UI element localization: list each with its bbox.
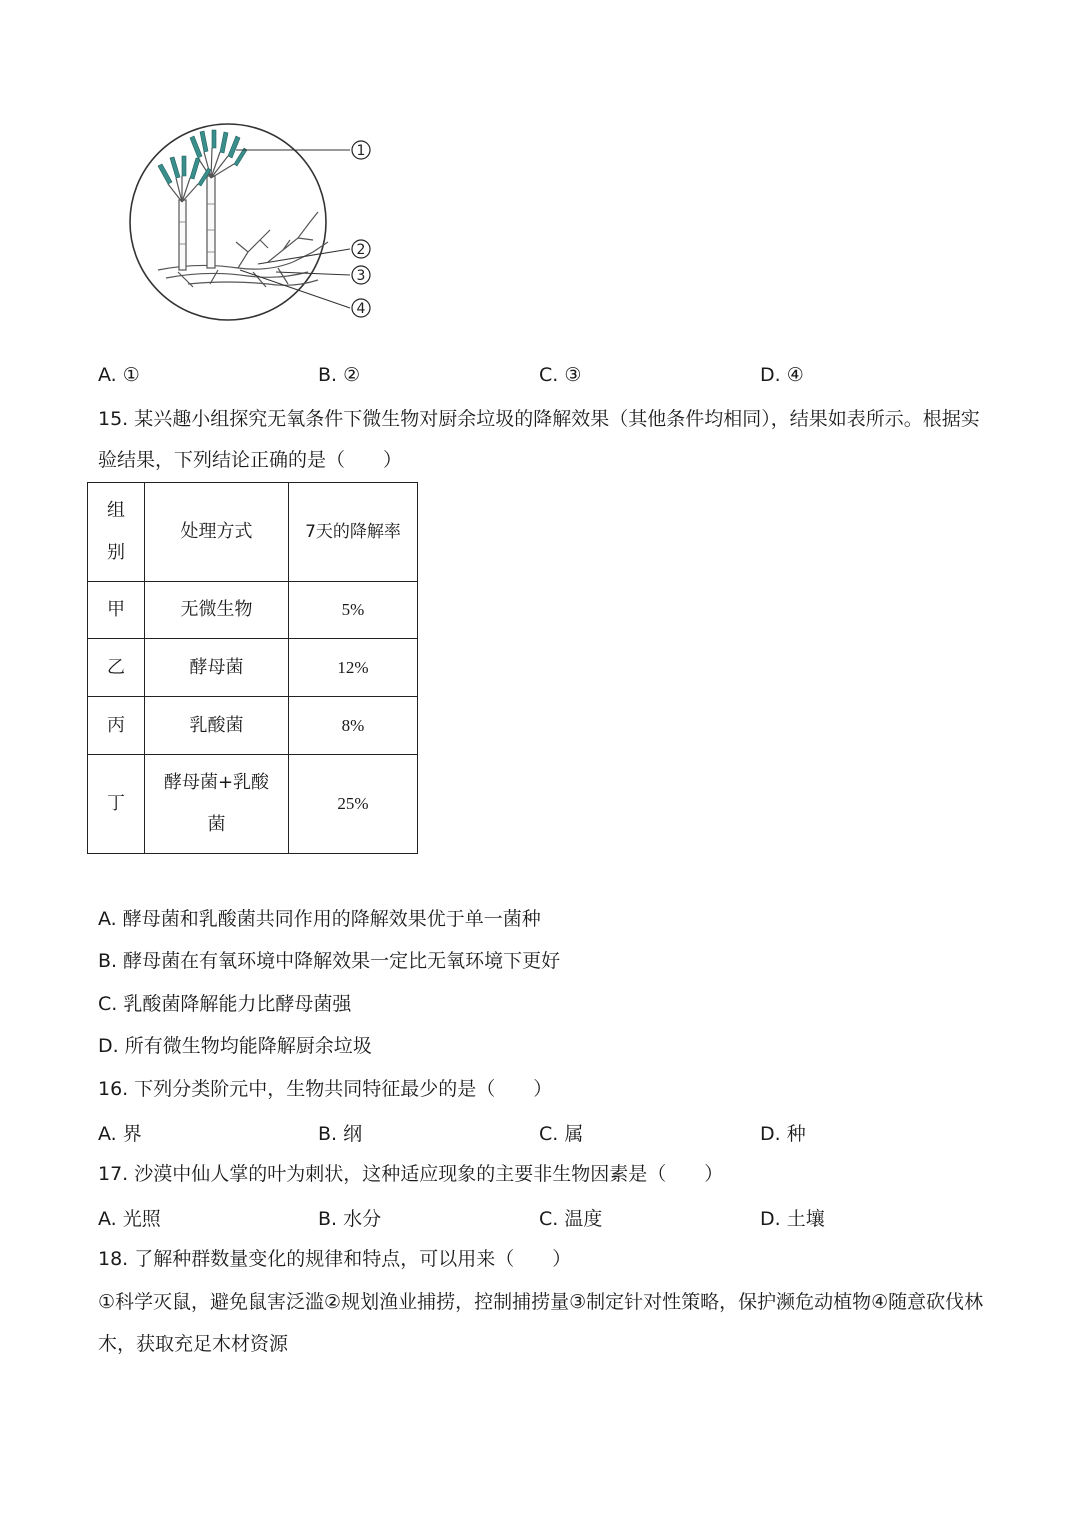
q16-option-a: A. 界 xyxy=(98,1123,142,1145)
marker-1-label: 1 xyxy=(356,143,366,159)
header-method: 处理方式 xyxy=(145,483,289,582)
q15-option-d: D. 所有微生物均能降解厨余垃圾 xyxy=(98,1035,372,1057)
q14-options xyxy=(98,364,998,390)
q16-option-b: B. 纲 xyxy=(318,1123,363,1145)
q17-option-b: B. 水分 xyxy=(318,1208,382,1230)
q15-stem-line2: 验结果，下列结论正确的是（ ） xyxy=(98,449,403,471)
cell-rate: 8% xyxy=(289,697,418,755)
cell-method: 乳酸菌 xyxy=(145,697,289,755)
q16-option-c: C. 属 xyxy=(539,1123,584,1145)
table-row xyxy=(88,697,418,755)
cell-group: 丁 xyxy=(88,755,145,854)
q15-results-table xyxy=(87,482,418,854)
cell-method: 酵母菌+乳酸菌 xyxy=(145,755,289,854)
q14-option-d: D. ④ xyxy=(760,364,804,386)
cell-method: 酵母菌 xyxy=(145,639,289,697)
q17-option-a: A. 光照 xyxy=(98,1208,161,1230)
marker-2-label: 2 xyxy=(356,242,366,258)
table-header-row xyxy=(88,483,418,582)
q16-option-d: D. 种 xyxy=(760,1123,806,1145)
cell-rate: 25% xyxy=(289,755,418,854)
q15-option-c: C. 乳酸菌降解能力比酵母菌强 xyxy=(98,993,352,1015)
q16-stem: 16. 下列分类阶元中，生物共同特征最少的是（ ） xyxy=(98,1078,553,1100)
table-row xyxy=(88,582,418,639)
cell-method: 无微生物 xyxy=(145,582,289,639)
q17-options xyxy=(98,1204,998,1230)
q15-stem-line1: 15. 某兴趣小组探究无氧条件下微生物对厨余垃圾的降解效果（其他条件均相同），结果如表所示。根据实 xyxy=(98,408,980,430)
mold-microscope-figure xyxy=(118,112,388,337)
q14-option-c: C. ③ xyxy=(539,364,582,386)
q14-option-a: A. ① xyxy=(98,364,140,386)
q14-option-b: B. ② xyxy=(318,364,361,386)
table-row xyxy=(88,639,418,697)
cell-group: 乙 xyxy=(88,639,145,697)
q17-option-d: D. 土壤 xyxy=(760,1208,825,1230)
cell-group: 丙 xyxy=(88,697,145,755)
q15-option-b: B. 酵母菌在有氧环境中降解效果一定比无氧环境下更好 xyxy=(98,950,561,972)
q17-option-c: C. 温度 xyxy=(539,1208,603,1230)
q15-option-a: A. 酵母菌和乳酸菌共同作用的降解效果优于单一菌种 xyxy=(98,908,541,930)
cell-group: 甲 xyxy=(88,582,145,639)
marker-3-label: 3 xyxy=(356,268,366,284)
q17-stem: 17. 沙漠中仙人掌的叶为刺状，这种适应现象的主要非生物因素是（ ） xyxy=(98,1163,724,1185)
q18-body-line1: ①科学灭鼠，避免鼠害泛滥②规划渔业捕捞，控制捕捞量③制定针对性策略，保护濒危动植物④随意砍伐林 xyxy=(98,1291,984,1313)
marker-4-label: 4 xyxy=(356,301,366,317)
q18-body-line2: 木，获取充足木材资源 xyxy=(98,1333,289,1355)
table-row xyxy=(88,755,418,854)
cell-rate: 12% xyxy=(289,639,418,697)
header-group: 组别 xyxy=(88,483,145,582)
q16-options xyxy=(98,1119,998,1145)
q18-stem: 18. 了解种群数量变化的规律和特点，可以用来（ ） xyxy=(98,1248,572,1270)
header-rate: 7天的降解率 xyxy=(289,483,418,582)
cell-rate: 5% xyxy=(289,582,418,639)
